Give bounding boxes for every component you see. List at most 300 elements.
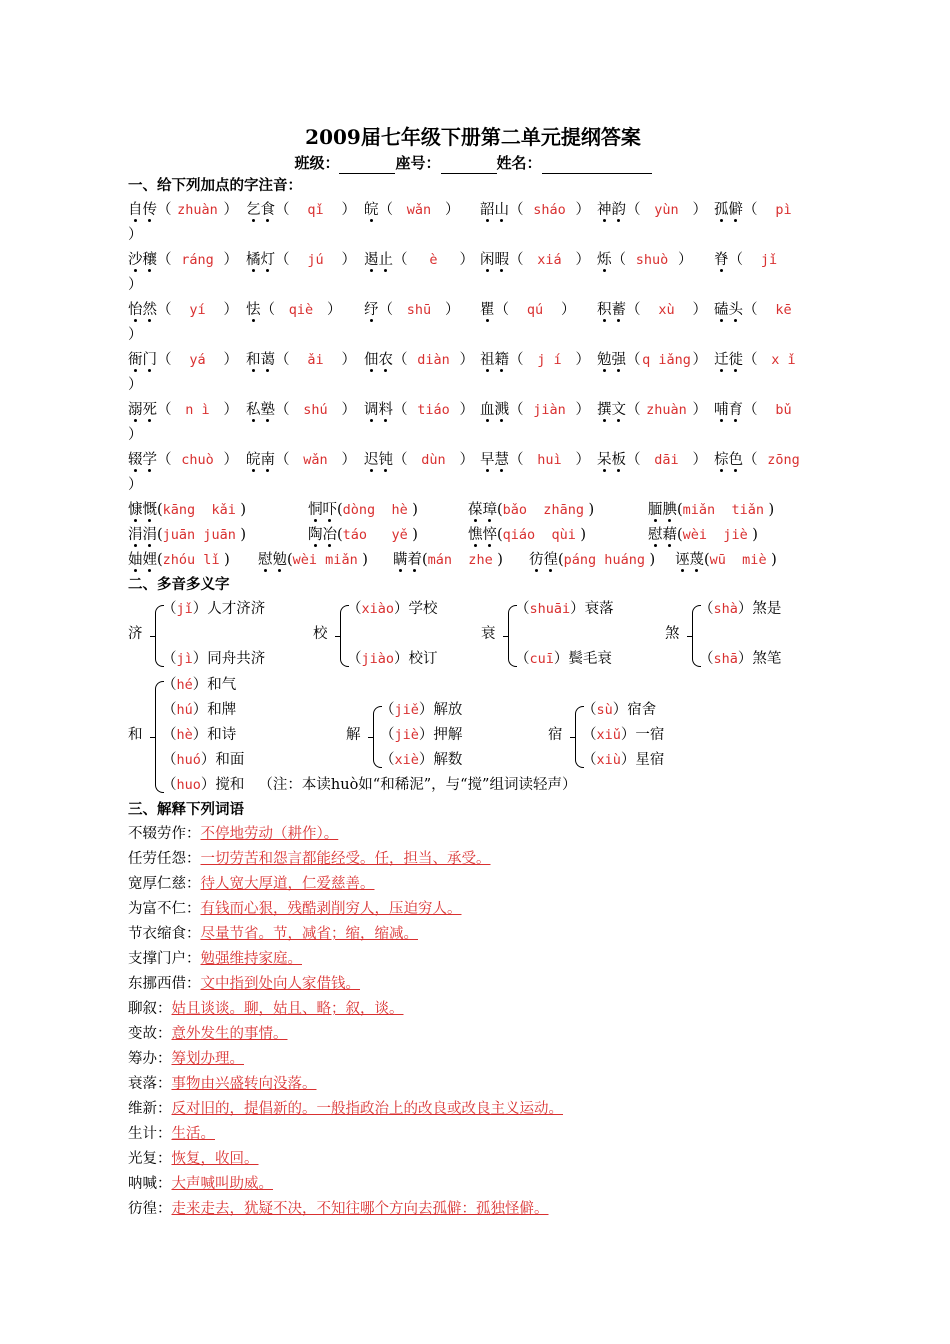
definition-row — [128, 1122, 818, 1147]
pinyin-answer: shuò — [635, 252, 669, 268]
paren-close: ） — [394, 601, 409, 617]
word — [675, 552, 704, 568]
paren-close: ） — [737, 601, 753, 617]
poly-word: 煞是 — [752, 601, 782, 617]
class-label: 班级： — [294, 154, 340, 172]
dotted-char: 佃 — [364, 352, 379, 368]
paren-open: （ — [509, 202, 524, 218]
pinyin-answer: shú — [303, 402, 328, 418]
word — [246, 252, 275, 268]
paren-open: （ — [582, 752, 597, 768]
paren-close: ） — [128, 227, 143, 243]
pinyin-item — [468, 523, 648, 548]
paren-open: （ — [347, 601, 362, 617]
pinyin-answer: bǎo zhāng — [502, 502, 584, 518]
poly-item — [162, 647, 265, 672]
paren-close: ） — [192, 677, 208, 693]
pinyin-answer: huì — [537, 452, 562, 468]
paren-close: ） — [192, 651, 208, 667]
word — [597, 352, 626, 368]
dotted-char: 瞒 — [393, 552, 408, 568]
definition-answer: 生活。 — [171, 1126, 215, 1142]
definition-answer: 意外发生的事情。 — [171, 1026, 288, 1042]
dotted-char: 腼 — [648, 502, 663, 518]
dotted-char: 门 — [142, 352, 157, 368]
definition-answer: 一切劳苦和怨言都能经受。任，担当、承受。 — [200, 851, 491, 867]
paren-open: （ — [509, 352, 524, 368]
pinyin-item — [364, 298, 480, 323]
dotted-char: 籍 — [494, 352, 509, 368]
pinyin-answer: qiè — [288, 302, 314, 318]
dotted-char: 蓄 — [611, 302, 626, 318]
dotted-char: 璋 — [482, 502, 497, 518]
pinyin-answer: ráng — [181, 252, 214, 268]
paren-open: （ — [378, 302, 393, 318]
paren-open: （ — [582, 702, 597, 718]
paren-close: ） — [570, 601, 585, 617]
dotted-char: 吓 — [322, 502, 337, 518]
poly-item — [380, 698, 462, 723]
definition-answer: 大声喊叫助威。 — [171, 1176, 273, 1192]
polyphonic-section — [128, 597, 818, 798]
paren-open: ( — [558, 552, 564, 568]
pinyin-item — [597, 448, 714, 473]
definition-term: 支撑门户： — [128, 951, 201, 967]
dotted-char: 诬 — [675, 552, 690, 568]
poly-word: 人才济济 — [207, 601, 266, 617]
word — [393, 552, 422, 568]
poly-note: （注：本读huò如“和稀泥”，与“搅”组词读轻声） — [258, 777, 577, 793]
pinyin-answer: zōng — [767, 452, 800, 468]
paren-close: ） — [561, 302, 576, 318]
pinyin-item — [364, 448, 480, 473]
dotted-char: 蔼 — [260, 352, 275, 368]
poly-item — [582, 748, 664, 773]
paren-close: ） — [192, 601, 208, 617]
pinyin-section — [128, 198, 818, 573]
word — [364, 402, 393, 418]
paren-close: ） — [223, 452, 238, 468]
pinyin-item — [246, 248, 364, 273]
paren-close: ） — [459, 252, 474, 268]
pinyin-answer: juān juān — [162, 527, 236, 543]
definition-term: 宽厚仁慈： — [128, 876, 201, 892]
paren-close: ） — [575, 252, 590, 268]
word — [714, 402, 743, 418]
definition-answer: 事物由兴盛转向没落。 — [171, 1076, 317, 1092]
paren-open: （ — [378, 202, 393, 218]
word — [597, 302, 626, 318]
dotted-char: 血 — [480, 402, 495, 418]
word — [597, 452, 626, 468]
dotted-char: 乞 — [246, 202, 261, 218]
definition-row — [128, 1172, 818, 1197]
paren-close: ） — [575, 352, 590, 368]
pinyin-item — [597, 248, 714, 273]
paren-open: （ — [699, 601, 714, 617]
paren-close: ） — [692, 202, 707, 218]
definition-row — [128, 847, 818, 872]
paren-close: ） — [128, 427, 143, 443]
word — [480, 302, 495, 318]
definition-term: 变故： — [128, 1026, 172, 1042]
poly-item — [515, 597, 614, 622]
word — [480, 252, 509, 268]
word — [597, 402, 626, 418]
word — [364, 352, 393, 368]
pinyin-row — [128, 348, 818, 373]
paren-open: （ — [157, 352, 172, 368]
pinyin-item — [128, 523, 308, 548]
paren-close: ） — [200, 752, 216, 768]
paren-close: ） — [223, 352, 238, 368]
word — [364, 202, 379, 218]
dotted-char: 磕 — [714, 302, 729, 318]
pinyin-answer: pì — [775, 202, 792, 218]
dotted-char: 皖 — [364, 202, 379, 218]
dotted-char: 藉 — [662, 527, 677, 543]
paren-open: （ — [626, 452, 641, 468]
word — [128, 402, 157, 418]
poly-pinyin: hé — [176, 677, 193, 693]
dotted-char: 传 — [142, 202, 157, 218]
pinyin-item — [480, 348, 597, 373]
dotted-char: 涓 — [128, 527, 143, 543]
pinyin-item — [714, 298, 818, 323]
dotted-char: 慰 — [648, 527, 663, 543]
pinyin-item — [714, 198, 818, 223]
paren-open: ( — [677, 502, 683, 518]
paren-open: （ — [728, 252, 743, 268]
word — [714, 202, 743, 218]
pinyin-answer: yá — [189, 352, 206, 368]
dotted-char: 迟 — [364, 452, 379, 468]
dotted-char: 迁 — [714, 352, 729, 368]
dotted-char: 脊 — [714, 252, 729, 268]
dotted-char: 溺 — [128, 402, 143, 418]
poly-pinyin: jiè — [394, 727, 419, 743]
poly-item — [162, 597, 265, 622]
poly-item — [347, 647, 438, 672]
poly-pinyin: xiè — [394, 752, 419, 768]
pinyin-item — [128, 398, 246, 423]
poly-pinyin: shuāi — [529, 601, 571, 617]
pinyin-item — [675, 548, 805, 573]
dotted-char: 衙 — [128, 352, 143, 368]
paren-close: ） — [418, 727, 434, 743]
pinyin-item — [258, 548, 393, 573]
poly-word: 搅和 — [215, 777, 245, 793]
word — [128, 527, 157, 543]
word — [648, 502, 677, 518]
pinyin-answer: kē — [775, 302, 792, 318]
paren-open: （ — [393, 252, 408, 268]
document-page — [128, 122, 818, 1222]
poly-word: 校订 — [408, 651, 438, 667]
pinyin-answer: páng huáng — [563, 552, 645, 568]
definition-answer: 筹划办理。 — [171, 1051, 244, 1067]
dotted-char: 穰 — [142, 252, 157, 268]
dotted-char: 橘 — [246, 252, 261, 268]
poly-word: 星宿 — [635, 752, 665, 768]
dotted-char: 调 — [364, 402, 379, 418]
paren-close: ) — [492, 552, 503, 568]
paren-close: ） — [620, 727, 636, 743]
poly-word: 衰落 — [584, 601, 614, 617]
dotted-char: 料 — [378, 402, 393, 418]
paren-close: ） — [223, 252, 238, 268]
pinyin-item — [128, 498, 308, 523]
pinyin-answer: mán zhe — [427, 552, 493, 568]
dotted-char: 沙 — [128, 252, 143, 268]
dotted-char: 然 — [142, 302, 157, 318]
pinyin-item — [246, 298, 364, 323]
pinyin-item — [480, 198, 597, 223]
poly-word: 学校 — [408, 601, 438, 617]
pinyin-item — [246, 348, 364, 373]
paren-close: ） — [192, 727, 208, 743]
dotted-char: 慷 — [128, 502, 143, 518]
pinyin-item — [364, 348, 480, 373]
paren-close: ) — [407, 502, 418, 518]
paren-close: ） — [128, 277, 143, 293]
pinyin-item — [714, 398, 818, 423]
pinyin-item — [597, 298, 714, 323]
pinyin-item — [128, 298, 246, 323]
paren-close: ） — [341, 252, 356, 268]
pinyin-item — [393, 548, 529, 573]
pinyin-answer: tiáo — [417, 402, 450, 418]
poly-char-su: 宿 — [548, 727, 563, 743]
pinyin-item — [128, 248, 246, 273]
pinyin-answer: dāi — [654, 452, 679, 468]
poly-pinyin: jiào — [361, 651, 395, 667]
pinyin-item — [246, 448, 364, 473]
paren-close: ） — [445, 202, 460, 218]
poly-item — [162, 673, 236, 698]
pinyin-item — [480, 248, 597, 273]
pinyin-answer: wèi jiè — [682, 527, 748, 543]
paren-open: （ — [380, 752, 395, 768]
dotted-char: 食 — [260, 202, 275, 218]
paren-close: ） — [575, 402, 590, 418]
pinyin-item — [714, 348, 818, 373]
word — [480, 202, 509, 218]
pinyin-answer: qú — [526, 302, 544, 318]
dotted-char: 孤 — [714, 202, 729, 218]
paren-open: （ — [275, 202, 290, 218]
paren-open: （ — [515, 651, 530, 667]
definition-answer: 走来走去，犹疑不决，不知往哪个方向去孤僻：孤独怪僻。 — [171, 1201, 549, 1217]
paren-close: ） — [327, 302, 342, 318]
poly-pinyin: xiǔ — [596, 727, 621, 743]
paren-close: ） — [394, 651, 409, 667]
pinyin-answer: jǐ — [760, 252, 778, 268]
poly-word: 解数 — [433, 752, 463, 768]
dotted-char: 纾 — [364, 302, 379, 318]
definition-answer: 尽量节省。节，减省；缩，缩减。 — [200, 926, 418, 942]
word — [128, 502, 157, 518]
pinyin-answer: shū — [406, 302, 432, 318]
dotted-char: 皖 — [246, 452, 261, 468]
poly-item — [582, 723, 664, 748]
paren-close: ) — [583, 502, 595, 518]
pinyin-answer: bǔ — [775, 402, 792, 418]
definition-row — [128, 872, 818, 897]
pinyin-item — [597, 198, 714, 223]
seat-blank[interactable] — [441, 157, 497, 174]
paren-open: （ — [162, 702, 177, 718]
word — [308, 502, 337, 518]
definition-answer: 有钱而心狠，残酷剥削穷人，压迫穷人。 — [200, 901, 462, 917]
dotted-char: 蔑 — [689, 552, 704, 568]
definition-term: 衰落： — [128, 1076, 172, 1092]
pinyin-item — [128, 198, 246, 223]
dotted-char: 死 — [142, 402, 157, 418]
definition-term: 彷徨： — [128, 1201, 172, 1217]
paren-open: ( — [157, 527, 163, 543]
paren-open: （ — [275, 252, 290, 268]
definitions-section — [128, 822, 818, 1222]
definition-row — [128, 1097, 818, 1122]
word — [364, 252, 393, 268]
dotted-char: 徨 — [543, 552, 558, 568]
pinyin-row — [128, 498, 818, 523]
poly-word: 同舟共济 — [207, 651, 266, 667]
poly-pinyin: xiào — [361, 601, 395, 617]
pinyin-answer: kāng kǎi — [162, 502, 236, 518]
definition-row — [128, 997, 818, 1022]
dotted-char: 哺 — [714, 402, 729, 418]
definition-answer: 勉强维持家庭。 — [200, 951, 302, 967]
definition-row — [128, 1072, 818, 1097]
class-blank[interactable] — [339, 157, 395, 174]
pinyin-item — [597, 398, 714, 423]
pinyin-answer: diàn — [417, 352, 450, 368]
pinyin-item — [529, 548, 675, 573]
word — [128, 552, 157, 568]
dotted-char: 涓 — [142, 527, 157, 543]
dotted-char: 辍 — [128, 452, 143, 468]
dotted-char: 私 — [246, 402, 261, 418]
paren-open: （ — [162, 601, 177, 617]
paren-close: ) — [766, 552, 777, 568]
poly-word: 和面 — [215, 752, 245, 768]
paren-open: （ — [393, 452, 408, 468]
dotted-char: 文 — [611, 402, 626, 418]
poly-char-jie: 解 — [346, 727, 361, 743]
pinyin-answer: zhuàn — [177, 202, 218, 218]
word — [246, 402, 275, 418]
paren-open: （ — [582, 727, 597, 743]
pinyin-item — [648, 498, 798, 523]
dotted-char: 怯 — [246, 302, 261, 318]
dotted-char: 徙 — [728, 352, 743, 368]
dotted-char: 暇 — [494, 252, 509, 268]
definition-row — [128, 897, 818, 922]
dotted-char: 农 — [378, 352, 393, 368]
paren-open: （ — [626, 302, 641, 318]
poly-item — [380, 723, 462, 748]
paren-open: ( — [704, 552, 710, 568]
paren-close: ) — [644, 552, 656, 568]
paren-close: ） — [575, 202, 590, 218]
definition-term: 节衣缩食： — [128, 926, 201, 942]
paren-open: ( — [422, 552, 428, 568]
dotted-char: 慨 — [142, 502, 157, 518]
pinyin-row — [128, 523, 818, 548]
word — [714, 302, 743, 318]
paren-close: ） — [459, 352, 474, 368]
poly-pinyin: sù — [596, 702, 613, 718]
dotted-char: 彷 — [529, 552, 544, 568]
pinyin-item — [128, 448, 246, 473]
paren-open: （ — [509, 252, 524, 268]
paren-close: ） — [200, 777, 216, 793]
poly-item — [162, 773, 576, 798]
word — [364, 452, 393, 468]
paren-close: ） — [692, 402, 707, 418]
dotted-char: 妯 — [128, 552, 143, 568]
paren-open: （ — [509, 452, 524, 468]
paren-open: （ — [626, 202, 641, 218]
poly-word: 和气 — [207, 677, 237, 693]
pinyin-answer: chuò — [181, 452, 214, 468]
dotted-char: 和 — [246, 352, 261, 368]
definition-answer: 姑且谈谈。聊，姑且、略；叙，谈。 — [171, 1001, 404, 1017]
paren-close: ) — [575, 527, 587, 543]
pinyin-answer: wèi miǎn — [292, 552, 358, 568]
poly-word: 煞笔 — [752, 651, 782, 667]
poly-item — [380, 748, 462, 773]
poly-word: 宿舍 — [627, 702, 657, 718]
paren-open: （ — [157, 202, 172, 218]
paren-open: （ — [162, 677, 177, 693]
pinyin-answer: táo yě — [342, 527, 408, 543]
paren-open: （ — [275, 452, 290, 468]
dotted-char: 腆 — [662, 502, 677, 518]
poly-char-xiao: 校 — [313, 626, 328, 642]
pinyin-answer: dùn — [421, 452, 446, 468]
paren-open: （ — [393, 402, 408, 418]
pinyin-item — [468, 498, 648, 523]
definition-row — [128, 1197, 818, 1222]
word — [480, 402, 509, 418]
poly-pinyin: jiě — [394, 702, 419, 718]
dotted-char: 溅 — [494, 402, 509, 418]
paren-open: （ — [743, 202, 758, 218]
dotted-char: 学 — [142, 452, 157, 468]
dotted-char: 钝 — [378, 452, 393, 468]
dotted-char: 娌 — [142, 552, 157, 568]
definition-term: 聊叙： — [128, 1001, 172, 1017]
student-info — [128, 152, 818, 174]
dotted-char: 祖 — [480, 352, 495, 368]
dotted-char: 闲 — [480, 252, 495, 268]
word — [714, 452, 743, 468]
poly-item — [162, 748, 244, 773]
dotted-char: 色 — [728, 452, 743, 468]
paren-open: （ — [494, 302, 509, 318]
pinyin-item — [480, 298, 597, 323]
name-blank[interactable] — [542, 157, 652, 174]
pinyin-item — [246, 198, 364, 223]
pinyin-row — [128, 448, 818, 473]
pinyin-answer: x ǐ — [771, 352, 796, 368]
pinyin-item — [714, 248, 818, 273]
poly-word: 解放 — [433, 702, 463, 718]
dotted-char: 冶 — [322, 527, 337, 543]
